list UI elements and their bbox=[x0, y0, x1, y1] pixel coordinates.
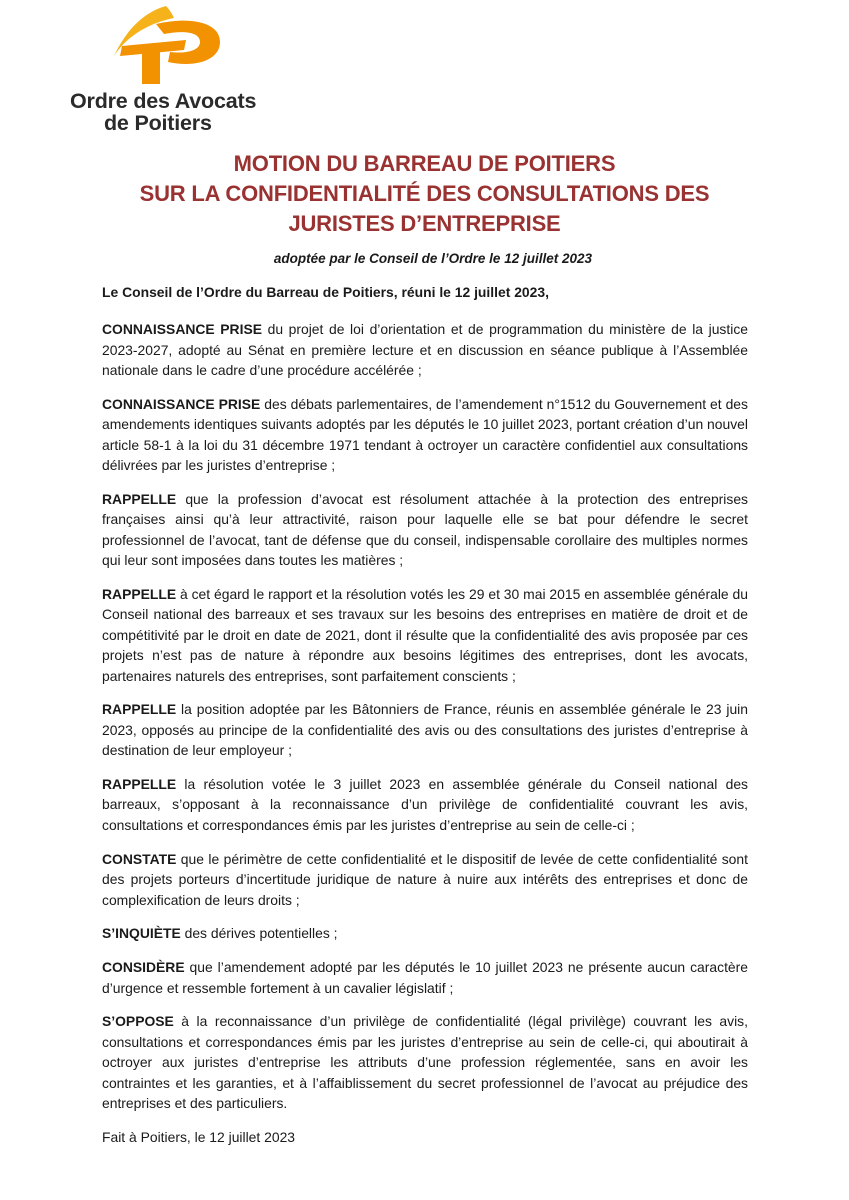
adoption-subtitle-text: adoptée par le Conseil de l’Ordre le 12 juillet 2023 bbox=[273, 251, 592, 266]
paragraph-keyword: CONNAISSANCE PRISE bbox=[102, 321, 262, 338]
title-line2: SUR LA CONFIDENTIALITÉ DES CONSULTATIONS DES bbox=[139, 181, 710, 206]
paragraph-text: la résolution votée le 3 juillet 2023 en assemblée générale du Conseil national des barreaux, s’opposant à la reconnaissance d’un privilège de confidentialité couvrant les avis, consultations et correspondances émis par les juristes d’entreprise au sein de celle-ci ; bbox=[102, 776, 748, 833]
paragraph-keyword: RAPPELLE bbox=[102, 586, 177, 603]
org-name-line2: de Poitiers bbox=[104, 111, 212, 135]
paragraph-keyword: S’INQUIÈTE bbox=[102, 925, 181, 942]
motion-paragraph bbox=[102, 923, 748, 943]
paragraph-text: du projet de loi d’orientation et de programmation du ministère de la justice 2023-2027, adopté au Sénat en première lecture et en discussion en séance publique à l’Assemblée nationale dans le cadre d’une procédure accélérée ; bbox=[102, 321, 748, 379]
motion-paragraph bbox=[102, 957, 748, 998]
header-logo bbox=[44, 4, 284, 140]
paragraph-text: que le périmètre de cette confidentialité et le dispositif de levée de cette confidentialité sont des projets porteurs d’incertitude juridique de nature à nuire aux intérêts des entreprises et donc de complexification de leurs droits ; bbox=[102, 850, 748, 908]
paragraph-text: des débats parlementaires, de l’amendement n°1512 du Gouvernement et des amendements identiques suivants adoptés par les députés le 10 juillet 2023, portant création d’un nouvel article 58-1 à la loi du 31 décembre 1971 tendant à octroyer un caractère confidentiel aux consultations délivrées par les juristes d’entreprise ; bbox=[102, 396, 748, 474]
motion-paragraph bbox=[102, 584, 748, 686]
motion-paragraph bbox=[102, 319, 748, 380]
paragraph-keyword: RAPPELLE bbox=[102, 701, 177, 718]
motion-paragraph bbox=[102, 699, 748, 760]
paragraph-keyword: CONSTATE bbox=[102, 850, 177, 867]
paragraph-text: des dérives potentielles ; bbox=[180, 925, 338, 942]
paragraph-keyword: RAPPELLE bbox=[102, 776, 177, 793]
adoption-subtitle bbox=[100, 250, 749, 268]
motion-paragraph bbox=[102, 849, 748, 910]
paragraph-keyword: S’OPPOSE bbox=[102, 1013, 174, 1030]
org-name bbox=[58, 90, 256, 134]
motion-paragraph bbox=[102, 774, 748, 835]
motion-paragraph bbox=[102, 489, 748, 571]
org-name-line1: Ordre des Avocats bbox=[70, 89, 257, 113]
paragraph-text: à la reconnaissance d’un privilège de confidentialité (légal privilège) couvrant les avis, consultations et correspondances émis par les juristes d’entreprise au sein de celle-ci, qui aboutirait à octroyer aux juristes d’entreprise les attributs d’une profession réglementée, sans en avoir les contraintes et les garanties, et à l’affaiblissement du secret professionnel de l’avocat au préjudice des entreprises et des particuliers. bbox=[102, 1013, 748, 1111]
paragraph-text: que la profession d’avocat est résolument attachée à la protection des entreprises françaises ainsi qu’à leur attractivité, raison pour laquelle elle se bat pour défendre le secret professionnel de l’avocat, tant de défense que du conseil, indispensable corollaire des multiples normes qui leur sont imposées dans toutes les matières ; bbox=[102, 491, 748, 569]
document-body bbox=[102, 282, 748, 1147]
title-line1: MOTION DU BARREAU DE POITIERS bbox=[233, 151, 616, 176]
paragraph-text: la position adoptée par les Bâtonniers de France, réunis en assemblée générale le 23 juin 2023, opposés au principe de la confidentialité des avis ou des consultations des juristes d’entreprise à destination de leur employeur ; bbox=[102, 701, 748, 759]
paragraph-text: que l’amendement adopté par les députés le 10 juillet 2023 ne présente aucun caractère d’urgence et ressemble fortement à un cavalier législatif ; bbox=[102, 959, 748, 996]
paragraph-keyword: CONNAISSANCE PRISE bbox=[102, 396, 261, 413]
paragraph-text: à cet égard le rapport et la résolution votés les 29 et 30 mai 2015 en assemblée générale du Conseil national des barreaux et ses travaux sur les besoins des entreprises en matière de droit et de compétitivité par le droit en date de 2021, dont il résulte que la confidentialité des avis proposée par ces projets n’est pas de nature à répondre aux besoins légitimes des entreprises, dont les avocats, partenaires naturels des entreprises, sont parfaitement conscients ; bbox=[102, 586, 748, 684]
title-line3: JURISTES D’ENTREPRISE bbox=[288, 211, 561, 236]
paragraph-keyword: RAPPELLE bbox=[102, 491, 177, 508]
p-monogram-logo-icon bbox=[104, 4, 224, 88]
motion-paragraph bbox=[102, 1011, 748, 1113]
document-title bbox=[60, 149, 789, 239]
motion-paragraph bbox=[102, 394, 748, 476]
paragraph-keyword: CONSIDÈRE bbox=[102, 959, 185, 976]
closing-place-date: Fait à Poitiers, le 12 juillet 2023 bbox=[102, 1128, 296, 1145]
intro-statement: Le Conseil de l’Ordre du Barreau de Poitiers, réuni le 12 juillet 2023, bbox=[102, 284, 549, 300]
